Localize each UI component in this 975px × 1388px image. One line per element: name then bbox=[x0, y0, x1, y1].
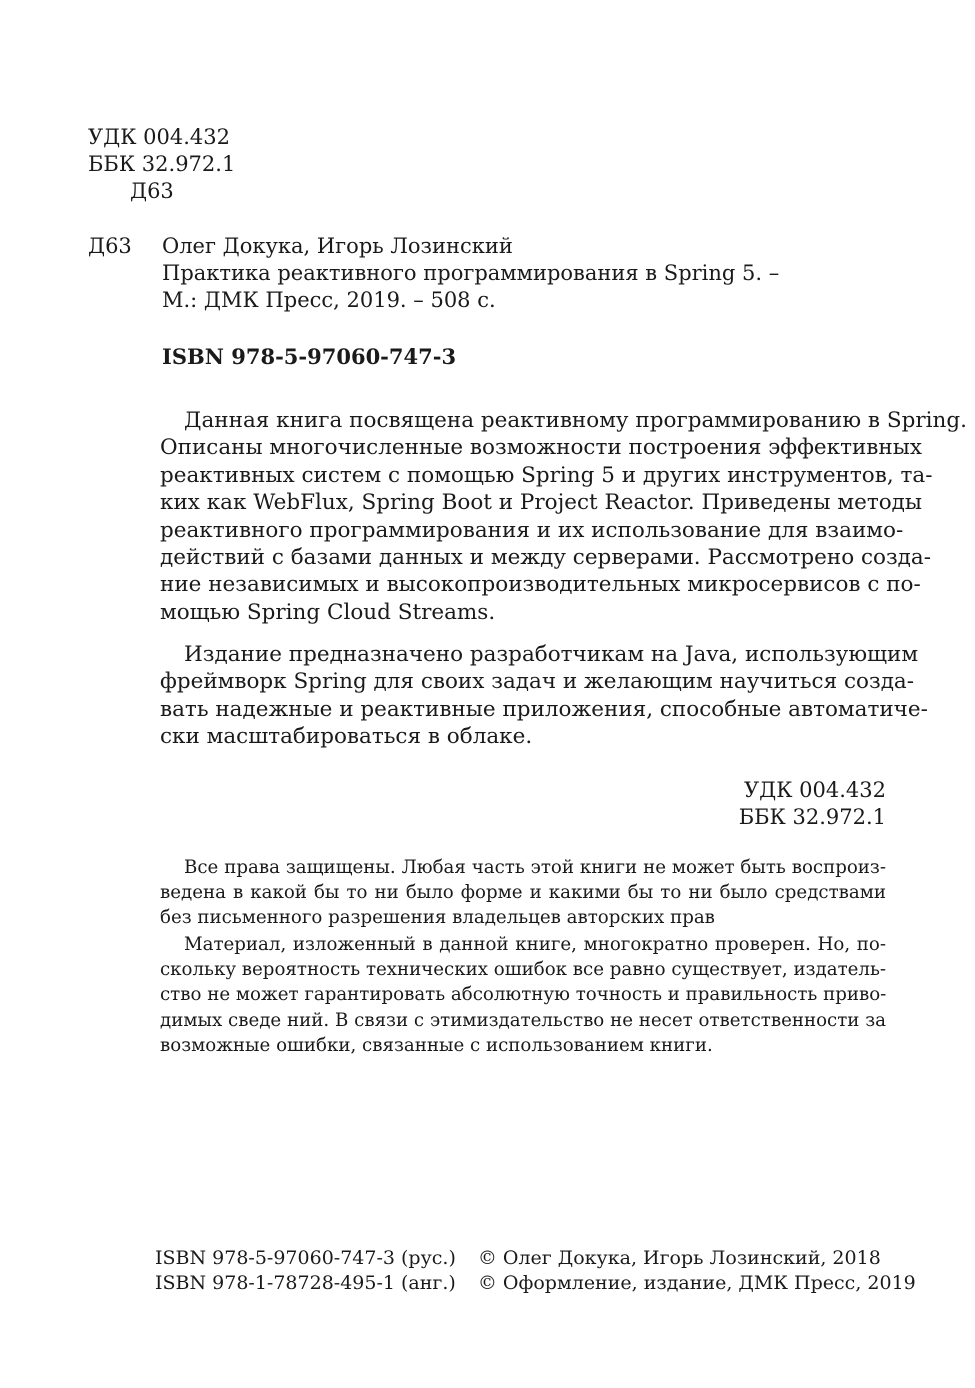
text-line: ски масштабироваться в облаке. bbox=[160, 724, 533, 750]
classification-codes bbox=[88, 124, 235, 205]
text-line: ство не может гарантировать абсолютную точность и правильность приво- bbox=[160, 984, 887, 1006]
text-line: реактивных систем с помощью Spring 5 и других инструментов, та- bbox=[160, 462, 933, 488]
text-line: фреймворк Spring для своих задач и желающим научиться созда- bbox=[160, 669, 915, 695]
imprint: М.: ДМК Пресс, 2019. – 508 с. bbox=[162, 288, 496, 312]
text-line: ких как WebFlux, Spring Boot и Project Reactor. Приведены методы bbox=[160, 490, 923, 516]
text-line: мощью Spring Cloud Streams. bbox=[160, 599, 496, 625]
copyright-publisher: © Оформление, издание, ДМК Пресс, 2019 bbox=[477, 1272, 916, 1294]
bibliographic-entry bbox=[162, 233, 779, 314]
entry-code: Д63 bbox=[88, 234, 132, 258]
copyright-authors: © Олег Докука, Игорь Лозинский, 2018 bbox=[477, 1247, 881, 1269]
text-line: ние независимых и высокопроизводительных микросервисов с по- bbox=[160, 572, 921, 598]
text-line: Материал, изложенный в данной книге, многократно проверен. Но, по- bbox=[184, 934, 886, 955]
rights-notice bbox=[160, 855, 886, 931]
isbn-russian: ISBN 978-5-97060-747-3 (рус.) bbox=[155, 1247, 456, 1269]
text-line: действий с базами данных и между серверами. Рассмотрено созда- bbox=[160, 545, 932, 571]
annotation-paragraph-2 bbox=[160, 641, 928, 751]
authors: Олег Докука, Игорь Лозинский bbox=[162, 234, 513, 258]
text-line: ведена в какой бы то ни было форме и какими бы то ни было средствами bbox=[160, 882, 886, 904]
text-line: Данная книга посвящена реактивному программированию в Spring. bbox=[184, 408, 967, 433]
text-line: димых сведе ний. В связи с этимиздательство не несет ответственности за bbox=[160, 1009, 886, 1031]
text-line: вать надежные и реактивные приложения, способные автоматиче- bbox=[160, 696, 928, 722]
text-line: скольку вероятность технических ошибок все равно существует, издатель- bbox=[160, 959, 886, 981]
isbn-english: ISBN 978-1-78728-495-1 (анг.) bbox=[155, 1272, 456, 1294]
text-line: без письменного разрешения владельцев авторских прав bbox=[160, 907, 715, 929]
text-line: реактивного программирования и их использование для взаимо- bbox=[160, 517, 904, 543]
udk-code: УДК 004.432 bbox=[88, 125, 231, 149]
text-line: Описаны многочисленные возможности построения эффективных bbox=[160, 435, 922, 461]
disclaimer-notice bbox=[160, 932, 886, 1058]
bbk-code-right: ББК 32.972.1 bbox=[738, 805, 886, 829]
text-line: возможные ошибки, связанные с использованием книги. bbox=[160, 1034, 713, 1056]
annotation-paragraph-1 bbox=[160, 407, 967, 626]
text-line: Все права защищены. Любая часть этой книги не может быть воспроиз- bbox=[184, 857, 886, 878]
book-title: Практика реактивного программирования в Spring 5. – bbox=[162, 261, 780, 285]
udk-code-right: УДК 004.432 bbox=[743, 778, 886, 802]
text-line: Издание предназначено разработчикам на Java, использующим bbox=[184, 642, 919, 667]
isbn-main: ISBN 978-5-97060-747-3 bbox=[162, 344, 457, 369]
footer-copyright bbox=[155, 1246, 916, 1296]
classification-codes-right bbox=[739, 777, 886, 831]
bbk-code: ББК 32.972.1 bbox=[88, 152, 236, 176]
author-mark: Д63 bbox=[130, 179, 174, 203]
